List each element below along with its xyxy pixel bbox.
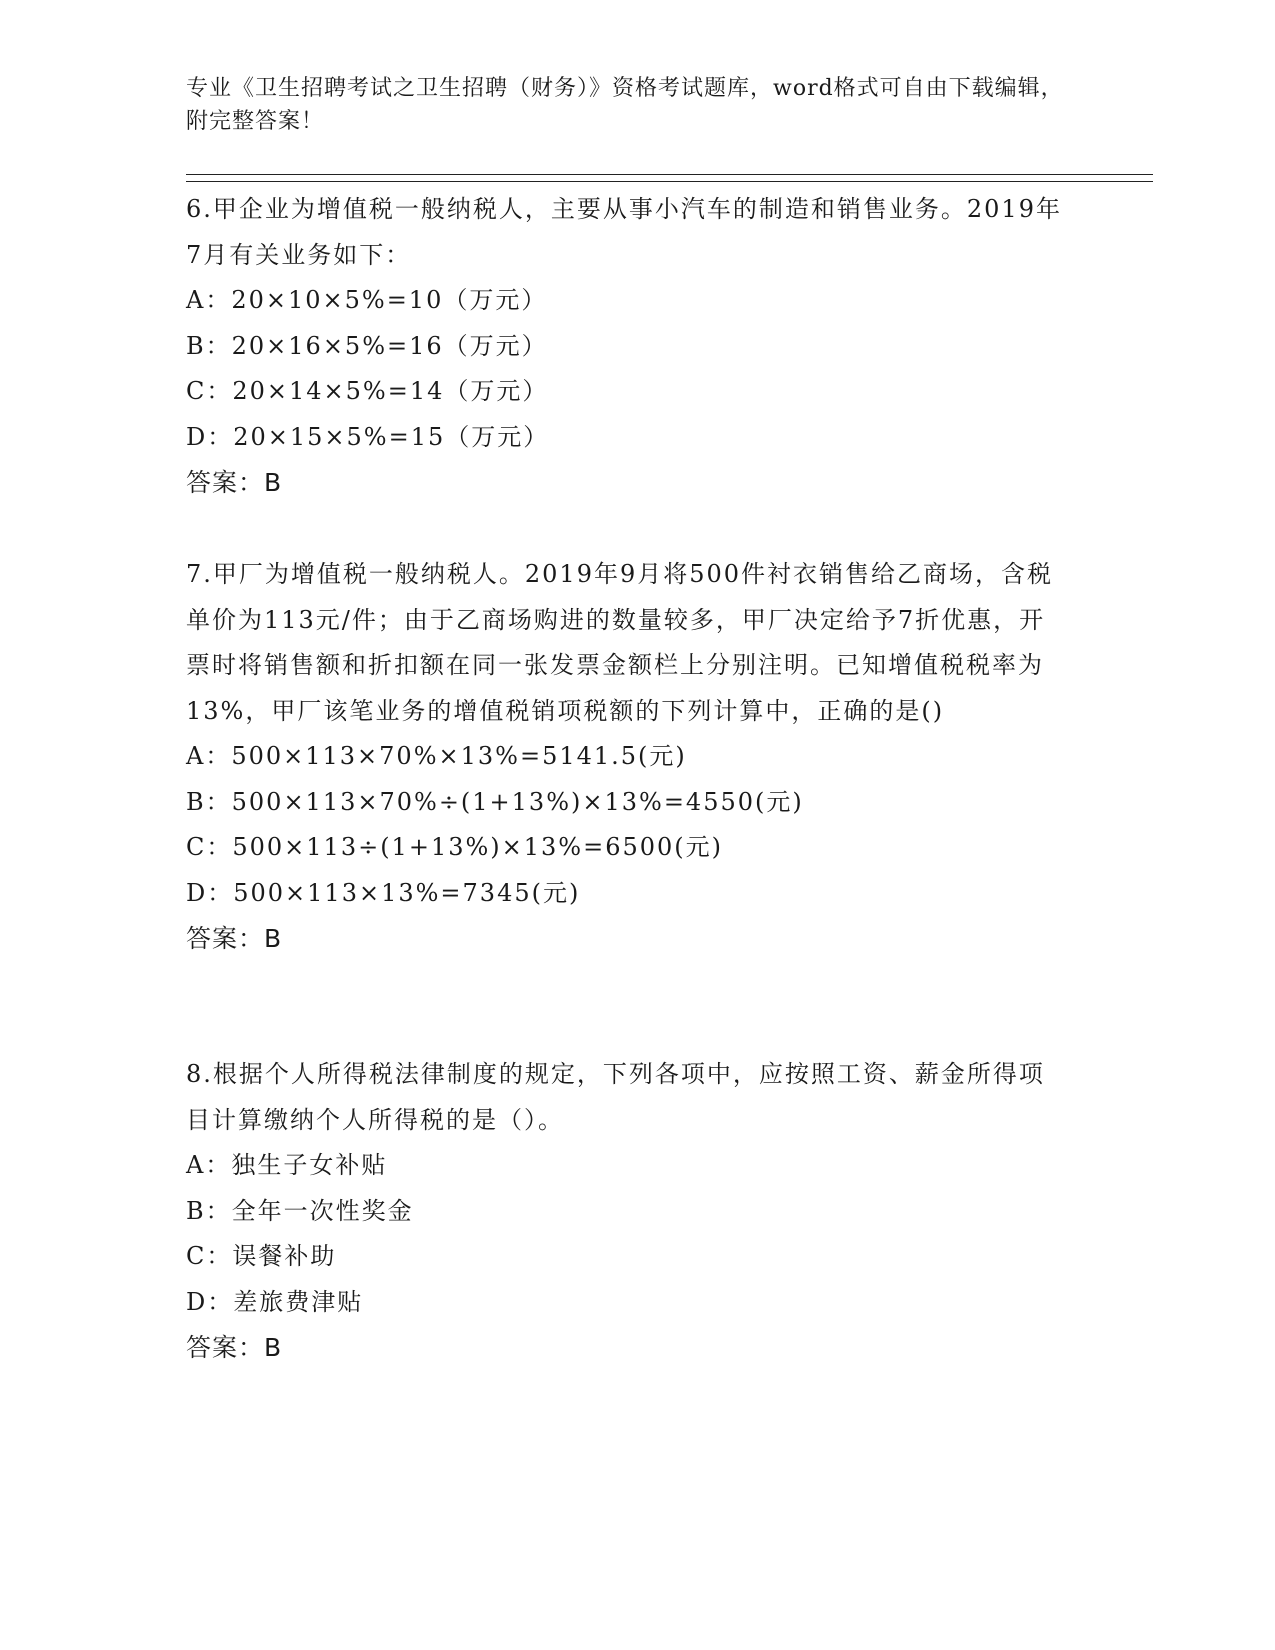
question-text: 8.根据个人所得税法律制度的规定，下列各项中，应按照工资、薪金所得项目计算缴纳个人所得税的是（）。 <box>186 1060 1045 1134</box>
option-d: D：500×113×13%=7345(元) <box>186 878 581 907</box>
option-a: A：独生子女补贴 <box>186 1151 388 1179</box>
document-header: 专业《卫生招聘考试之卫生招聘（财务）》资格考试题库，word格式可自由下载编辑，附完整答案！ <box>186 76 1064 134</box>
option-a: A：20×10×5%=10（万元） <box>186 286 548 314</box>
option-d: D：差旅费津贴 <box>186 1287 364 1316</box>
option-c: C：误餐补助 <box>186 1242 337 1270</box>
option-c: C：500×113÷(1+13%)×13%=6500(元) <box>186 833 724 861</box>
option-d: D：20×15×5%=15（万元） <box>186 422 550 451</box>
question-8 <box>186 1052 1066 1370</box>
question-6 <box>186 187 1066 505</box>
header-divider-top <box>186 174 1153 175</box>
answer-line: 答案：B <box>186 1333 283 1362</box>
option-c: C：20×14×5%=14（万元） <box>186 377 549 405</box>
question-7 <box>186 552 1066 961</box>
question-text: 6.甲企业为增值税一般纳税人，主要从事小汽车的制造和销售业务。2019年7月有关业务如下： <box>186 195 1062 269</box>
question-text: 7.甲厂为增值税一般纳税人。2019年9月将500件衬衣销售给乙商场，含税单价为113元/件；由于乙商场购进的数量较多，甲厂决定给予7折优惠，开票时将销售额和折扣额在同一张发票金额栏上分别注明。已知增值税税率为13%，甲厂该笔业务的增值税销项税额的下列计算中，正确的是() <box>186 560 1054 725</box>
answer-line: 答案：B <box>186 468 283 497</box>
option-a: A：500×113×70%×13%=5141.5(元) <box>186 742 687 770</box>
option-b: B：500×113×70%÷(1+13%)×13%=4550(元) <box>186 787 804 816</box>
option-b: B：全年一次性奖金 <box>186 1196 414 1225</box>
answer-line: 答案：B <box>186 924 283 953</box>
header-divider-bottom <box>186 181 1153 182</box>
option-b: B：20×16×5%=16（万元） <box>186 331 548 360</box>
